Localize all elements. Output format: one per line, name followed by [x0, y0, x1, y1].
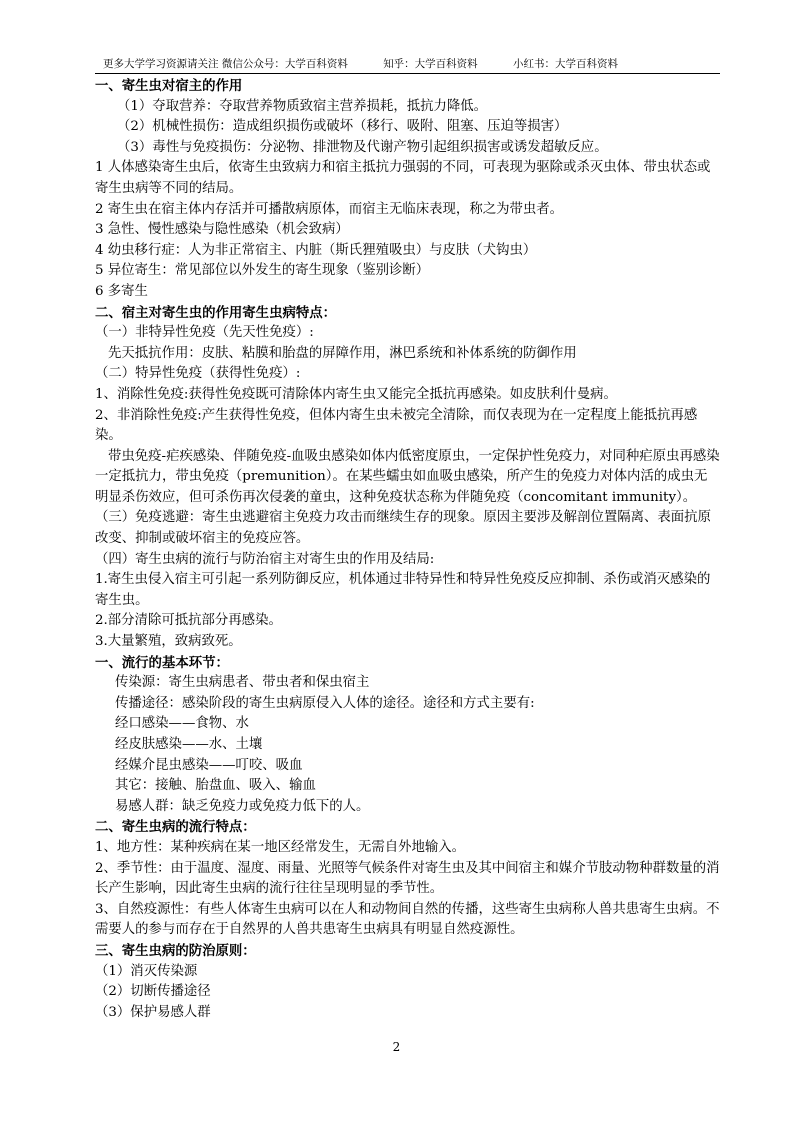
- text-line: 先天抵抗作用：皮肤、粘膜和胎盘的屏障作用，淋巴系统和补体系统的防御作用: [108, 345, 577, 361]
- text-line: （3）保护易感人群: [95, 1004, 211, 1020]
- page-number: 2: [392, 1040, 401, 1054]
- text-line: 传播途径：感染阶段的寄生虫病原侵入人体的途径。途径和方式主要有:: [115, 695, 535, 711]
- header-xiaohongshu: 小红书：大学百科资料: [513, 58, 619, 70]
- header-zhihu: 知乎：大学百科资料: [383, 58, 478, 70]
- text-line: 经皮肤感染——水、土壤: [115, 737, 263, 752]
- text-line: 5 异位寄生：常见部位以外发生的寄生现象（鉴别诊断）: [95, 263, 430, 279]
- section-heading: 三、寄生虫病的防治原则：: [95, 942, 256, 959]
- text-line: 2 寄生虫在宿主体内存活并可播散病原体，而宿主无临床表现，称之为带虫者。: [95, 201, 564, 217]
- text-line: 3、自然疫源性：有些人体寄生虫病可以在人和动物间自然的传播，这些寄生虫病称人兽共患寄生虫病。不需要人的参与而存在于自然界的人兽共患寄生虫病具有明显自然疫源性。: [95, 901, 720, 938]
- text-line: 1.寄生虫侵入宿主可引起一系列防御反应，机体通过非特异性和特异性免疫反应抑制、杀伤或消灭感染的寄生虫。: [95, 572, 711, 608]
- text-line: 4 幼虫移行症：人为非正常宿主、内脏（斯氏狸殖吸虫）与皮肤（犬钩虫）: [95, 242, 537, 258]
- text-line: 2、季节性：由于温度、湿度、雨量、光照等气候条件对寄生虫及其中间宿主和媒介节肢动物种群数量的消长产生影响，因此寄生虫病的流行往往呈现明显的季节性。: [95, 860, 720, 897]
- text-line: 带虫免疫-疟疾感染、伴随免疫-血吸虫感染如体内低密度原虫，一定保护性免疫力，对同种疟原虫再感染一定抵抗力，带虫免疫（premunition）。在某些蠕虫如血吸虫感染，所产生的免疫力对体内活的成虫无明显杀伤效应，但可杀伤再次侵袭的童虫，这种免疫状态称为伴随免疫（concomitant immunity）。: [95, 448, 720, 505]
- document-body: [95, 76, 720, 1023]
- text-line: 易感人群：缺乏免疫力或免疫力低下的人。: [115, 798, 370, 814]
- text-line: 6 多寄生: [95, 283, 148, 299]
- text-line: 2、非消除性免疫:产生获得性免疫，但体内寄生虫未被完全清除，而仅表现为在一定程度上能抵抗再感染。: [95, 407, 698, 444]
- text-line: （3）毒性与免疫损伤：分泌物、排泄物及代谢产物引起组织损害或诱发超敏反应。: [117, 139, 608, 155]
- text-line: （一）非特异性免疫（先天性免疫）:: [95, 325, 314, 341]
- section-heading: 一、寄生虫对宿主的作用: [95, 78, 243, 94]
- text-line: 传染源：寄生虫病患者、带虫者和保虫宿主: [115, 675, 370, 691]
- text-line: （四）寄生虫病的流行与防治宿主对寄生虫的作用及结局:: [95, 551, 435, 567]
- text-line: （二）特异性免疫（获得性免疫）:: [95, 366, 301, 382]
- text-line: 1、地方性：某种疾病在某一地区经常发生，无需自外地输入。: [95, 839, 466, 855]
- header-source-note: 更多大学学习资源请关注 微信公众号：大学百科资料: [103, 58, 348, 70]
- text-line: 1 人体感染寄生虫后，依寄生虫致病力和宿主抵抗力强弱的不同，可表现为驱除或杀灭虫体、带虫状态或寄生虫病等不同的结局。: [95, 160, 711, 196]
- text-line: 3.大量繁殖，致病致死。: [95, 634, 242, 650]
- section-heading: 二、寄生虫病的流行特点：: [95, 819, 256, 836]
- section-heading: 二、宿主对寄生虫的作用寄生虫病特点：: [95, 304, 337, 321]
- text-line: 3 急性、慢性感染与隐性感染（机会致病）: [95, 222, 349, 238]
- section-heading: 一、流行的基本环节：: [95, 654, 229, 671]
- text-line: （三）免疫逃避：寄生虫逃避宿主免疫力攻击而继续生存的现象。原因主要涉及解剖位置隔离、表面抗原改变、抑制或破坏宿主的免疫应答。: [95, 510, 711, 547]
- text-line: 2.部分清除可抵抗部分再感染。: [95, 613, 282, 629]
- text-line: 经口感染——食物、水: [115, 716, 249, 732]
- text-line: （1）夺取营养：夺取营养物质致宿主营养损耗，抵抗力降低。: [117, 98, 488, 114]
- text-line: （2）切断传播途径: [95, 984, 211, 1000]
- text-line: 经媒介昆虫感染——叮咬、吸血: [115, 757, 303, 773]
- text-line: （2）机械性损伤：造成组织损伤或破坏（移行、吸附、阻塞、压迫等损害）: [117, 119, 568, 135]
- text-line: 其它：接触、胎盘血、吸入、输血: [115, 778, 316, 794]
- text-line: 1、消除性免疫:获得性免疫既可清除体内寄生虫又能完全抵抗再感染。如皮肤利什曼病。: [95, 386, 617, 402]
- text-line: （1）消灭传染源: [95, 963, 198, 979]
- page-header: [95, 55, 720, 74]
